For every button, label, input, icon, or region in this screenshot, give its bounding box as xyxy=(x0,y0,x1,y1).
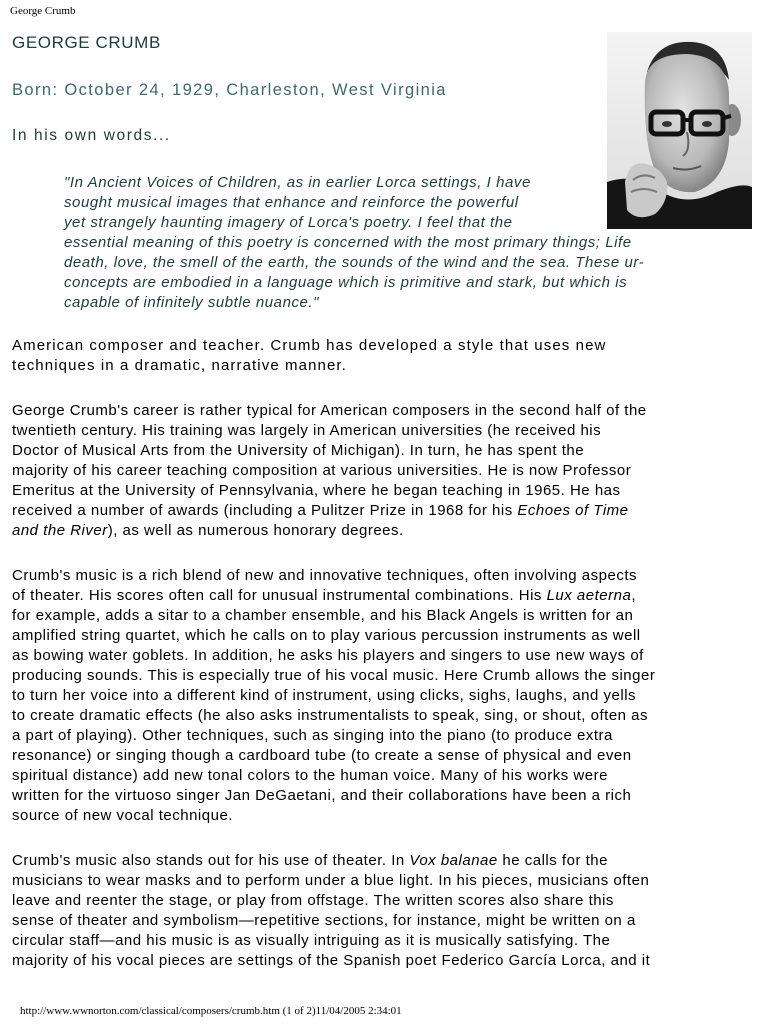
quote-line: concepts are embodied in a language which is primitive and stark, but which is xyxy=(64,274,628,291)
italic-title-text: Lux aeterna xyxy=(546,587,632,604)
body-text: majority of his career teaching composition at various universities. He is now Professor xyxy=(12,462,632,479)
body-text: resonance) or singing though a cardboard tube (to create a sense of physical and even xyxy=(12,747,632,764)
quote-line: yet strangely haunting imagery of Lorca's poetry. I feel that the xyxy=(64,214,513,231)
composer-quote xyxy=(64,173,740,313)
body-text: sense of theater and symbolism—repetitive sections, for instance, might be written on a xyxy=(12,912,636,929)
body-text: circular staff—and his music is as visually intriguing as it is musically satisfying. The xyxy=(12,932,611,949)
body-text: he calls for the xyxy=(497,852,608,869)
body-text: producing sounds. This is especially true of his vocal music. Here Crumb allows the singer xyxy=(12,667,656,684)
birth-info: Born: October 24, 1929, Charleston, West Virginia xyxy=(12,81,447,99)
paragraph-line xyxy=(12,566,752,586)
paragraph-line xyxy=(12,586,752,606)
body-text: source of new vocal technique. xyxy=(12,807,233,824)
paragraph-line xyxy=(12,851,752,871)
browser-page-header: George Crumb xyxy=(10,5,76,17)
italic-title-text: and the River xyxy=(12,522,108,539)
paragraph-line xyxy=(12,421,752,441)
quote-line: "In Ancient Voices of Children, as in earlier Lorca settings, I have xyxy=(64,174,531,191)
page-title: GEORGE CRUMB xyxy=(12,33,161,52)
body-text: to create dramatic effects (he also asks instrumentalists to speak, sing, or shout, often as xyxy=(12,707,649,724)
quote-line: capable of infinitely subtle nuance." xyxy=(64,294,319,311)
body-text: ), as well as numerous honorary degrees. xyxy=(107,522,404,539)
quote-line: essential meaning of this poetry is concerned with the most primary things; Life xyxy=(64,234,632,251)
paragraph-line xyxy=(12,786,752,806)
body-text: written for the virtuoso singer Jan DeGaetani, and their collaborations have been a rich xyxy=(12,787,632,804)
body-text: Doctor of Musical Arts from the University of Michigan). In turn, he has spent the xyxy=(12,442,585,459)
paragraph-line xyxy=(12,891,752,911)
paragraph-line xyxy=(12,911,752,931)
body-text: amplified string quartet, which he calls on to play various percussion instruments as well xyxy=(12,627,641,644)
paragraph-line xyxy=(12,871,752,891)
section-heading-own-words: In his own words... xyxy=(12,127,171,144)
paragraph-line xyxy=(12,401,752,421)
paragraph-line xyxy=(12,356,752,376)
body-text: for example, adds a sitar to a chamber ensemble, and his Black Angels is written for an xyxy=(12,607,634,624)
body-text: techniques in a dramatic, narrative manner. xyxy=(12,357,347,374)
paragraph-line xyxy=(12,336,752,356)
body-text: of theater. His scores often call for unusual instrumental combinations. His xyxy=(12,587,547,604)
body-text: majority of his vocal pieces are settings of the Spanish poet Federico García Lorca, and it xyxy=(12,952,651,969)
paragraph-line xyxy=(12,501,752,521)
paragraph-line xyxy=(12,686,752,706)
paragraph-line xyxy=(12,726,752,746)
paragraph-intro xyxy=(12,336,752,376)
paragraph-line xyxy=(12,461,752,481)
paragraph-line xyxy=(12,481,752,501)
body-text: as bowing water goblets. In addition, he asks his players and singers to use new ways of xyxy=(12,647,644,664)
paragraph-line xyxy=(12,806,752,826)
paragraph-line xyxy=(12,606,752,626)
body-text: to turn her voice into a different kind of instrument, using clicks, sighs, laughs, and yells xyxy=(12,687,637,704)
body-text: American composer and teacher. Crumb has developed a style that uses new xyxy=(12,337,607,354)
body-text: , xyxy=(631,587,636,604)
paragraph-line xyxy=(12,441,752,461)
paragraph-line xyxy=(12,646,752,666)
paragraph-career xyxy=(12,401,752,541)
paragraph-theater xyxy=(12,851,752,971)
paragraph-line xyxy=(12,521,752,541)
italic-title-text: Echoes of Time xyxy=(517,502,629,519)
paragraph-line xyxy=(12,626,752,646)
quote-line: death, love, the smell of the earth, the sounds of the wind and the sea. These ur- xyxy=(64,254,645,271)
paragraph-line xyxy=(12,951,752,971)
body-text: a part of playing). Other techniques, such as singing into the piano (to produce extra xyxy=(12,727,613,744)
italic-title-text: Vox balanae xyxy=(409,852,498,869)
body-text: Emeritus at the University of Pennsylvania, where he began teaching in 1965. He has xyxy=(12,482,621,499)
paragraph-techniques xyxy=(12,566,752,826)
body-text: spiritual distance) add new tonal colors to the human voice. Many of his works were xyxy=(12,767,608,784)
body-text: received a number of awards (including a Pulitzer Prize in 1968 for his xyxy=(12,502,518,519)
body-text: musicians to wear masks and to perform under a blue light. In his pieces, musicians often xyxy=(12,872,650,889)
paragraph-line xyxy=(12,666,752,686)
browser-page-footer: http://www.wwnorton.com/classical/composers/crumb.htm (1 of 2)11/04/2005 2:34:01 xyxy=(20,1005,402,1017)
paragraph-line xyxy=(12,931,752,951)
paragraph-line xyxy=(12,766,752,786)
quote-line: sought musical images that enhance and reinforce the powerful xyxy=(64,194,519,211)
body-text: Crumb's music also stands out for his use of theater. In xyxy=(12,852,410,869)
body-text: Crumb's music is a rich blend of new and innovative techniques, often involving aspects xyxy=(12,567,638,584)
body-text: leave and reenter the stage, or play from offstage. The written scores also share this xyxy=(12,892,614,909)
paragraph-line xyxy=(12,706,752,726)
paragraph-line xyxy=(12,746,752,766)
body-text: twentieth century. His training was largely in American universities (he received his xyxy=(12,422,602,439)
body-text: George Crumb's career is rather typical for American composers in the second half of the xyxy=(12,402,647,419)
